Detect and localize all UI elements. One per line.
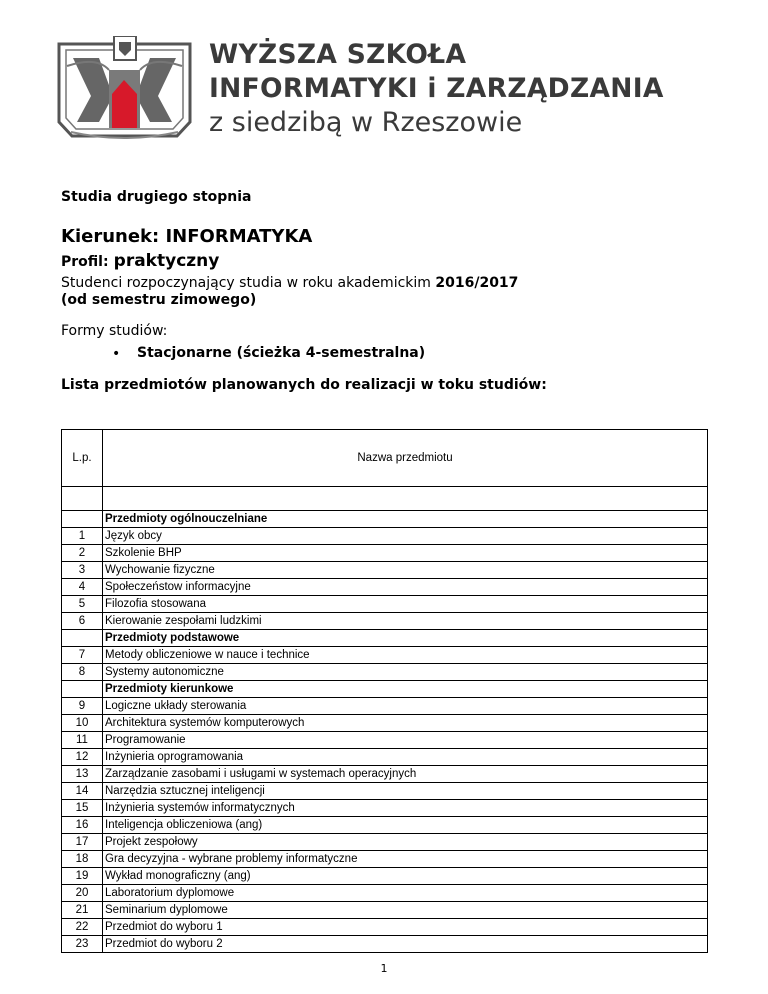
table-spacer-row (62, 487, 708, 511)
university-name-line1: WYŻSZA SZKOŁA (209, 39, 467, 70)
subject-name: Wykład monograficzny (ang) (103, 868, 708, 885)
table-row (62, 545, 708, 562)
bullet-icon: • (112, 346, 121, 362)
table-row (62, 579, 708, 596)
subject-name: Systemy autonomiczne (103, 664, 708, 681)
spacer-cell (103, 487, 708, 511)
table-header-row (62, 430, 708, 487)
subject-name: Szkolenie BHP (103, 545, 708, 562)
subjects-table (61, 429, 708, 953)
study-forms-label: Formy studiów: (61, 323, 168, 339)
row-number: 19 (62, 868, 103, 885)
table-row (62, 562, 708, 579)
table-row (62, 596, 708, 613)
subject-name: Narzędzia sztucznej inteligencji (103, 783, 708, 800)
subject-name: Projekt zespołowy (103, 834, 708, 851)
subject-name: Laboratorium dyplomowe (103, 885, 708, 902)
subject-name: Architektura systemów komputerowych (103, 715, 708, 732)
category-num-cell (62, 511, 103, 528)
row-number: 17 (62, 834, 103, 851)
header-lp: L.p. (62, 430, 103, 487)
subject-name: Inteligencja obliczeniowa (ang) (103, 817, 708, 834)
row-number: 8 (62, 664, 103, 681)
university-emblem-icon (57, 36, 192, 144)
category-row (62, 630, 708, 647)
row-number: 2 (62, 545, 103, 562)
table-row (62, 868, 708, 885)
university-logo (57, 36, 192, 144)
subject-name: Logiczne układy sterowania (103, 698, 708, 715)
row-number: 23 (62, 936, 103, 953)
table-row (62, 766, 708, 783)
table-row (62, 783, 708, 800)
row-number: 3 (62, 562, 103, 579)
category-num-cell (62, 630, 103, 647)
row-number: 21 (62, 902, 103, 919)
table-row (62, 732, 708, 749)
subjects-list-title: Lista przedmiotów planowanych do realizacji w toku studiów: (61, 377, 547, 393)
row-number: 16 (62, 817, 103, 834)
category-name: Przedmioty ogólnouczelniane (103, 511, 708, 528)
subject-name: Przedmiot do wyboru 2 (103, 936, 708, 953)
row-number: 22 (62, 919, 103, 936)
table-row (62, 851, 708, 868)
table-row (62, 749, 708, 766)
category-row (62, 511, 708, 528)
table-row (62, 647, 708, 664)
row-number: 7 (62, 647, 103, 664)
subject-name: Zarządzanie zasobami i usługami w systemach operacyjnych (103, 766, 708, 783)
category-name: Przedmioty kierunkowe (103, 681, 708, 698)
row-number: 5 (62, 596, 103, 613)
university-name-line2: INFORMATYKI i ZARZĄDZANIA (209, 73, 664, 104)
profile-line (61, 251, 219, 271)
subject-name: Przedmiot do wyboru 1 (103, 919, 708, 936)
spacer-cell (62, 487, 103, 511)
category-name: Przedmioty podstawowe (103, 630, 708, 647)
row-number: 9 (62, 698, 103, 715)
profile-label: Profil: (61, 254, 109, 270)
row-number: 12 (62, 749, 103, 766)
row-number: 18 (62, 851, 103, 868)
row-number: 20 (62, 885, 103, 902)
row-number: 11 (62, 732, 103, 749)
subject-name: Inżynieria oprogramowania (103, 749, 708, 766)
table-row (62, 885, 708, 902)
subject-name: Programowanie (103, 732, 708, 749)
category-num-cell (62, 681, 103, 698)
academic-year: 2016/2017 (435, 275, 519, 291)
table-row (62, 834, 708, 851)
university-name (209, 38, 749, 140)
subject-name: Inżynieria systemów informatycznych (103, 800, 708, 817)
table-row (62, 902, 708, 919)
study-level: Studia drugiego stopnia (61, 189, 252, 205)
subject-name: Gra decyzyjna - wybrane problemy informatyczne (103, 851, 708, 868)
subject-name: Filozofia stosowana (103, 596, 708, 613)
page-number: 1 (380, 962, 388, 975)
intro-text: Studenci rozpoczynający studia w roku akademickim (61, 275, 436, 291)
subject-name: Społeczeństow informacyjne (103, 579, 708, 596)
row-number: 6 (62, 613, 103, 630)
subjects-table-body (62, 430, 708, 953)
table-row (62, 528, 708, 545)
table-row (62, 817, 708, 834)
table-row (62, 936, 708, 953)
row-number: 14 (62, 783, 103, 800)
row-number: 1 (62, 528, 103, 545)
study-form-item: Stacjonarne (ścieżka 4-semestralna) (137, 345, 426, 361)
table-row (62, 664, 708, 681)
university-name-line3: z siedzibą w Rzeszowie (209, 107, 523, 138)
table-row (62, 715, 708, 732)
header-subject-name: Nazwa przedmiotu (103, 430, 708, 487)
intro-line (61, 275, 518, 291)
subject-name: Język obcy (103, 528, 708, 545)
row-number: 4 (62, 579, 103, 596)
category-row (62, 681, 708, 698)
profile-value: praktyczny (113, 251, 220, 271)
row-number: 10 (62, 715, 103, 732)
row-number: 13 (62, 766, 103, 783)
field-of-study: Kierunek: INFORMATYKA (61, 226, 313, 247)
subject-name: Seminarium dyplomowe (103, 902, 708, 919)
table-row (62, 698, 708, 715)
table-row (62, 919, 708, 936)
row-number: 15 (62, 800, 103, 817)
subject-name: Kierowanie zespołami ludzkimi (103, 613, 708, 630)
subject-name: Wychowanie fizyczne (103, 562, 708, 579)
subject-name: Metody obliczeniowe w nauce i technice (103, 647, 708, 664)
table-row (62, 613, 708, 630)
semester-note: (od semestru zimowego) (61, 292, 257, 308)
table-row (62, 800, 708, 817)
